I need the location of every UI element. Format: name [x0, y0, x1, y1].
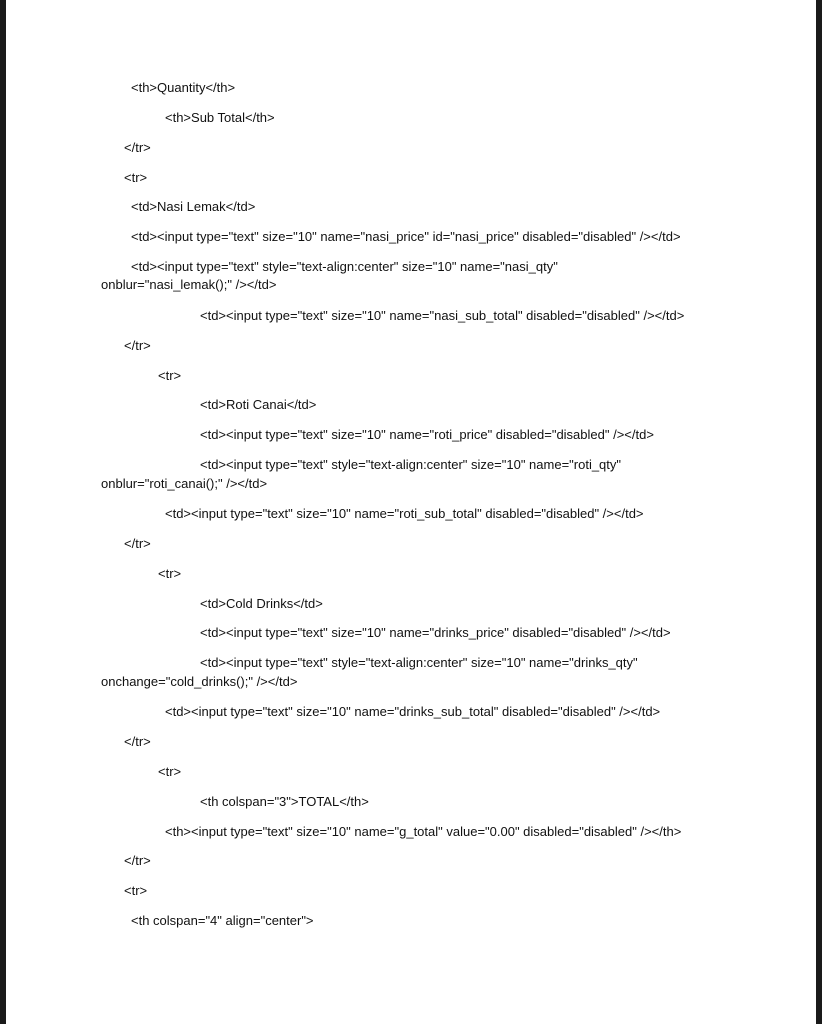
code-line: onblur="nasi_lemak();" /></td>: [101, 277, 277, 292]
code-line: <td>Roti Canai</td>: [200, 397, 317, 412]
code-line: <tr>: [124, 170, 148, 185]
code-line: </tr>: [124, 853, 151, 868]
code-line: <tr>: [158, 764, 182, 779]
code-line: </tr>: [124, 536, 151, 551]
code-line: <td><input type="text" style="text-align:center" size="10" name="nasi_qty": [131, 259, 558, 274]
code-line: <td>Cold Drinks</td>: [200, 596, 323, 611]
code-line: onchange="cold_drinks();" /></td>: [101, 674, 298, 689]
code-line: </tr>: [124, 734, 151, 749]
code-line: <th>Quantity</th>: [131, 80, 236, 95]
code-line: <th>Sub Total</th>: [165, 110, 275, 125]
code-line: <td><input type="text" size="10" name="nasi_price" id="nasi_price" disabled="disabled" /></td>: [131, 229, 681, 244]
code-line: <td><input type="text" size="10" name="drinks_sub_total" disabled="disabled" /></td>: [165, 704, 661, 719]
code-line: <th><input type="text" size="10" name="g_total" value="0.00" disabled="disabled" /></th>: [165, 824, 682, 839]
code-line: onblur="roti_canai();" /></td>: [101, 476, 268, 491]
code-line: </tr>: [124, 140, 151, 155]
code-line: </tr>: [124, 338, 151, 353]
code-line: <td><input type="text" size="10" name="roti_sub_total" disabled="disabled" /></td>: [165, 506, 644, 521]
code-line: <tr>: [158, 368, 182, 383]
code-line: <tr>: [158, 566, 182, 581]
code-line: <td><input type="text" style="text-align:center" size="10" name="drinks_qty": [200, 655, 638, 670]
code-line: <td>Nasi Lemak</td>: [131, 199, 256, 214]
document-page: [6, 0, 816, 1024]
code-line: <td><input type="text" style="text-align:center" size="10" name="roti_qty": [200, 457, 622, 472]
code-line: <td><input type="text" size="10" name="drinks_price" disabled="disabled" /></td>: [200, 625, 671, 640]
code-line: <td><input type="text" size="10" name="nasi_sub_total" disabled="disabled" /></td>: [200, 308, 685, 323]
code-line: <th colspan="3">TOTAL</th>: [200, 794, 369, 809]
code-line: <th colspan="4" align="center">: [131, 913, 314, 928]
code-line: <tr>: [124, 883, 148, 898]
code-line: <td><input type="text" size="10" name="roti_price" disabled="disabled" /></td>: [200, 427, 654, 442]
